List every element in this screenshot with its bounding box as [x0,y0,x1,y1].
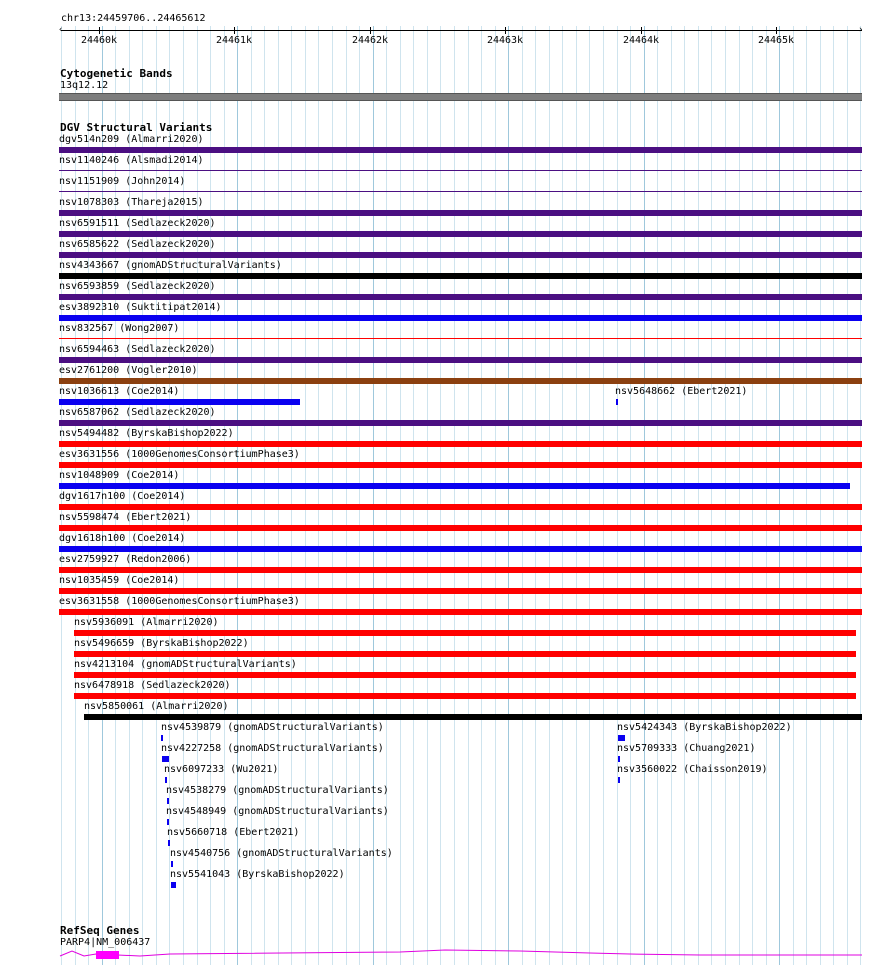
dgv-feature-bar[interactable] [618,735,625,741]
dgv-feature-label[interactable]: nsv6478918 (Sedlazeck2020) [74,680,231,691]
dgv-feature-label[interactable]: nsv4213104 (gnomADStructuralVariants) [74,659,297,670]
refseq-track-title[interactable]: RefSeq Genes [60,924,140,937]
dgv-feature-label[interactable]: nsv5496659 (ByrskaBishop2022) [74,638,249,649]
dgv-feature-bar[interactable] [59,546,862,552]
dgv-feature-bar[interactable] [59,170,862,171]
dgv-feature-bar[interactable] [59,609,862,615]
ruler-tick [776,27,777,34]
gene-exon [96,951,119,959]
dgv-feature-bar[interactable] [59,420,862,426]
dgv-feature-label[interactable]: esv2759927 (Redon2006) [59,554,192,565]
dgv-feature-bar[interactable] [59,338,862,339]
dgv-feature-bar[interactable] [162,756,169,762]
dgv-feature-label[interactable]: nsv4538279 (gnomADStructuralVariants) [166,785,389,796]
dgv-track-title[interactable]: DGV Structural Variants [60,121,213,134]
dgv-feature-label[interactable]: nsv5648662 (Ebert2021) [615,386,748,397]
dgv-feature-label[interactable]: dgv514n209 (Almarri2020) [59,134,204,145]
dgv-feature-bar[interactable] [59,483,850,489]
ruler-tick-label: 24463k [486,35,524,46]
ruler-tick [234,27,235,34]
dgv-feature-label[interactable]: nsv1140246 (Alsmadi2014) [59,155,204,166]
dgv-feature-bar[interactable] [59,399,300,405]
dgv-feature-label[interactable]: nsv6585622 (Sedlazeck2020) [59,239,216,250]
dgv-feature-label[interactable]: dgv1617n100 (Coe2014) [59,491,186,502]
dgv-feature-bar[interactable] [59,147,862,153]
gene-intron-line [60,950,862,956]
dgv-feature-label[interactable]: nsv1048909 (Coe2014) [59,470,180,481]
dgv-feature-label[interactable]: nsv6587062 (Sedlazeck2020) [59,407,216,418]
dgv-feature-label[interactable]: nsv5541043 (ByrskaBishop2022) [170,869,345,880]
cytoband-track-title[interactable]: Cytogenetic Bands [60,67,173,80]
dgv-feature-bar[interactable] [59,273,862,279]
location-label: chr13:24459706..24465612 [61,13,206,24]
dgv-feature-label[interactable]: esv3631558 (1000GenomesConsortiumPhase3) [59,596,300,607]
dgv-feature-bar[interactable] [59,294,862,300]
dgv-feature-bar[interactable] [168,840,170,846]
dgv-feature-label[interactable]: esv2761200 (Vogler2010) [59,365,198,376]
dgv-feature-bar[interactable] [74,630,856,636]
ruler-tick-label: 24462k [351,35,389,46]
dgv-feature-label[interactable]: nsv5660718 (Ebert2021) [167,827,300,838]
dgv-feature-bar[interactable] [618,756,620,762]
dgv-feature-label[interactable]: esv3892310 (Suktitipat2014) [59,302,222,313]
dgv-feature-bar[interactable] [59,441,862,447]
ruler-tick-label: 24461k [215,35,253,46]
dgv-feature-bar[interactable] [59,504,862,510]
cytoband-label: 13q12.12 [60,80,109,91]
ruler-tick [99,27,100,34]
dgv-feature-label[interactable]: nsv3560022 (Chaisson2019) [617,764,768,775]
dgv-feature-bar[interactable] [167,798,169,804]
dgv-feature-bar[interactable] [59,378,862,384]
ruler-tick [641,27,642,34]
dgv-feature-bar[interactable] [618,777,620,783]
cytoband-bar[interactable] [59,93,862,101]
dgv-feature-label[interactable]: nsv4343667 (gnomADStructuralVariants) [59,260,282,271]
dgv-feature-label[interactable]: nsv1151909 (John2014) [59,176,186,187]
dgv-feature-bar[interactable] [59,191,862,192]
ruler-tick [505,27,506,34]
gene-label: PARP4|NM_006437 [60,937,151,948]
dgv-feature-label[interactable]: nsv4548949 (gnomADStructuralVariants) [166,806,389,817]
dgv-feature-bar[interactable] [59,231,862,237]
dgv-feature-label[interactable]: nsv5494482 (ByrskaBishop2022) [59,428,234,439]
dgv-feature-bar[interactable] [74,693,856,699]
dgv-feature-bar[interactable] [59,462,862,468]
dgv-feature-bar[interactable] [167,819,169,825]
ruler-tick-label: 24465k [757,35,795,46]
dgv-feature-label[interactable]: nsv1036613 (Coe2014) [59,386,180,397]
dgv-feature-bar[interactable] [59,252,862,258]
dgv-feature-bar[interactable] [171,861,173,867]
ruler-left-arrow-icon[interactable]: ‹ [58,25,64,35]
dgv-feature-bar[interactable] [171,882,176,888]
dgv-feature-bar[interactable] [59,525,862,531]
dgv-feature-label[interactable]: nsv5709333 (Chuang2021) [617,743,756,754]
dgv-feature-label[interactable]: nsv6593859 (Sedlazeck2020) [59,281,216,292]
dgv-feature-label[interactable]: nsv5936091 (Almarri2020) [74,617,219,628]
dgv-feature-bar[interactable] [84,714,862,720]
dgv-feature-label[interactable]: nsv832567 (Wong2007) [59,323,180,334]
dgv-feature-bar[interactable] [59,210,862,216]
dgv-feature-label[interactable]: nsv4539879 (gnomADStructuralVariants) [161,722,384,733]
dgv-feature-label[interactable]: nsv6591511 (Sedlazeck2020) [59,218,216,229]
dgv-feature-label[interactable]: nsv5424343 (ByrskaBishop2022) [617,722,792,733]
dgv-feature-bar[interactable] [59,588,862,594]
dgv-feature-bar[interactable] [59,357,862,363]
dgv-feature-bar[interactable] [59,567,862,573]
dgv-feature-label[interactable]: nsv4540756 (gnomADStructuralVariants) [170,848,393,859]
dgv-feature-label[interactable]: nsv5850061 (Almarri2020) [84,701,229,712]
dgv-feature-bar[interactable] [74,672,856,678]
gene-model[interactable] [0,945,890,965]
ruler-tick-label: 24460k [80,35,118,46]
dgv-feature-bar[interactable] [161,735,163,741]
dgv-feature-label[interactable]: nsv5598474 (Ebert2021) [59,512,192,523]
dgv-feature-bar[interactable] [165,777,167,783]
dgv-feature-label[interactable]: nsv4227258 (gnomADStructuralVariants) [161,743,384,754]
ruler-axis [61,30,862,31]
dgv-feature-bar[interactable] [616,399,618,405]
ruler-tick [370,27,371,34]
ruler-tick-label: 24464k [622,35,660,46]
dgv-feature-label[interactable]: nsv1035459 (Coe2014) [59,575,180,586]
dgv-feature-bar[interactable] [59,315,862,321]
dgv-feature-label[interactable]: nsv6594463 (Sedlazeck2020) [59,344,216,355]
dgv-feature-bar[interactable] [74,651,856,657]
dgv-feature-label[interactable]: nsv1078303 (Thareja2015) [59,197,204,208]
dgv-feature-label[interactable]: nsv6097233 (Wu2021) [164,764,279,775]
ruler-right-arrow-icon[interactable]: › [858,25,864,35]
dgv-feature-label[interactable]: esv3631556 (1000GenomesConsortiumPhase3) [59,449,300,460]
dgv-feature-label[interactable]: dgv1618n100 (Coe2014) [59,533,186,544]
